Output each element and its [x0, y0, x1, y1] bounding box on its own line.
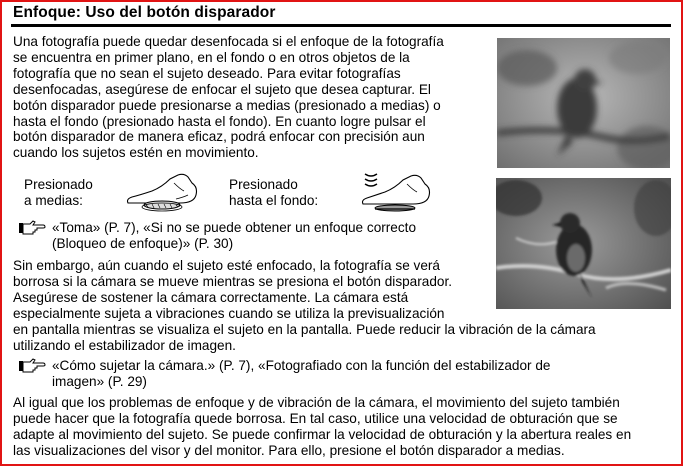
cross-reference-1-text: «Toma» (P. 7), «Si no se puede obtener un enfoque correcto (Bloqueo de enfoque)» (P. 30) — [52, 220, 417, 251]
full-press-finger-illustration — [355, 170, 437, 214]
blurred-bird-photo — [497, 38, 670, 168]
title-underline — [11, 24, 671, 27]
intro-paragraph: Una fotografía puede quedar desenfocada si el enfoque de la fotografía se encuentra en primer plano, en el fondo o en otros objetos de la fotografía que no sean el sujeto deseado. Para evitar fotografías desenfocadas, asegúrese de enfocar el sujeto que desea capturar. El botón disparador puede presionarse a medias (presionado a medias) o hasta el fondo (presionado hasta el fondo). En cuanto logre pulsar el botón disparador de manera eficaz, podrá enfocar con precisión aun cuando los sujetos estén en movimiento. — [13, 34, 444, 161]
stabilization-paragraph: Sin embargo, aún cuando el sujeto esté enfocado, la fotografía se verá borrosa si la cámara se mueve mientras se presiona el botón disparador. Asegúrese de sostener la cámara correctamente. La cámara está especialmente sujeta a vibraciones cuando se utiliza la previsualización en pantalla mientras se visualiza el sujeto en la pantalla. Puede reducir la vibración de la cámara utilizando el estabilizador de imagen. — [13, 258, 596, 353]
sharp-bird-photo — [496, 178, 671, 309]
half-press-label: Presionado a medias: — [24, 177, 93, 208]
cross-reference-2 — [18, 358, 550, 390]
subject-motion-paragraph: Al igual que los problemas de enfoque y de vibración de la cámara, el movimiento del sujeto también puede hacer que la fotografía quede borrosa. En tal caso, utilice una velocidad de obturación que se adapte al movimiento del sujeto. Se puede confirmar la velocidad de obturación y la abertura reales en las visualizaciones del visor y del monitor. Para ello, presione el botón disparador a medias. — [13, 395, 632, 458]
pointing-hand-icon — [18, 358, 52, 390]
section-title: Enfoque: Uso del botón disparador — [13, 4, 276, 21]
cross-reference-1 — [18, 220, 416, 252]
full-press-label: Presionado hasta el fondo: — [229, 177, 319, 208]
pointing-hand-icon — [18, 220, 52, 252]
cross-reference-2-text: «Cómo sujetar la cámara.» (P. 7), «Fotografiado con la función del estabilizador de imagen» (P. 29) — [52, 358, 551, 389]
half-press-finger-illustration — [122, 171, 204, 213]
